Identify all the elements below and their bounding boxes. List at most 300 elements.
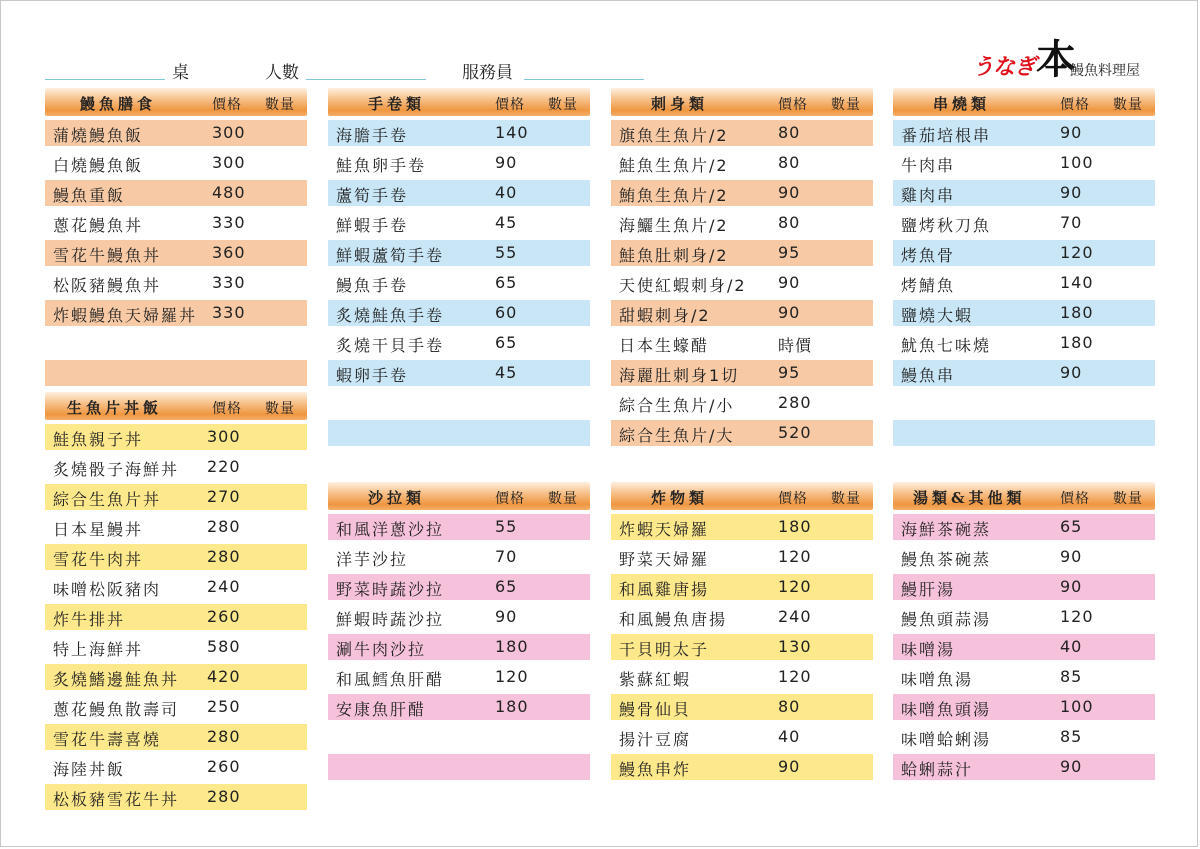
quantity-cell[interactable] [826, 724, 871, 750]
menu-item-row[interactable] [611, 390, 873, 416]
menu-item-row[interactable] [328, 240, 590, 266]
price-column-header: 價格 [212, 401, 242, 417]
menu-item-row[interactable] [611, 634, 873, 660]
quantity-cell[interactable] [260, 150, 305, 176]
quantity-cell[interactable] [1108, 544, 1153, 570]
menu-item-row[interactable] [45, 300, 307, 326]
menu-item-name: 炙燒骰子海鮮丼 [53, 460, 180, 479]
quantity-cell[interactable] [260, 754, 305, 780]
menu-item-row[interactable] [611, 240, 873, 266]
menu-item-price: 90 [778, 303, 801, 322]
section-title: 串燒類 [933, 95, 991, 113]
menu-item-row[interactable] [328, 694, 590, 720]
menu-item-price: 480 [212, 183, 246, 202]
section-salad [328, 482, 590, 810]
menu-item-name: 炸蝦天婦羅 [619, 520, 710, 539]
menu-item-price: 時價 [778, 336, 813, 355]
quantity-cell[interactable] [543, 420, 588, 446]
quantity-cell[interactable] [543, 240, 588, 266]
menu-item-row[interactable] [45, 150, 307, 176]
menu-item-price: 130 [778, 637, 812, 656]
menu-item-row[interactable] [328, 544, 590, 570]
quantity-cell[interactable] [260, 544, 305, 570]
menu-item-row[interactable] [328, 270, 590, 296]
menu-item-name: 味噌魚湯 [901, 670, 974, 689]
menu-item-row[interactable] [611, 270, 873, 296]
menu-item-row[interactable] [611, 210, 873, 236]
menu-item-price: 100 [1060, 697, 1094, 716]
menu-item-name: 和風鱈魚肝醋 [336, 670, 445, 689]
menu-item-row[interactable] [611, 120, 873, 146]
quantity-column-header: 數量 [548, 491, 578, 507]
menu-item-row[interactable] [893, 694, 1155, 720]
menu-item-row[interactable] [45, 514, 307, 540]
section-header [893, 88, 1155, 116]
menu-item-row[interactable] [893, 664, 1155, 690]
menu-item-row[interactable] [45, 180, 307, 206]
section-header [328, 482, 590, 510]
menu-item-name: 鮭魚卵手卷 [336, 156, 427, 175]
menu-item-row[interactable] [611, 180, 873, 206]
menu-item-name: 鹽烤秋刀魚 [901, 216, 992, 235]
price-column-header: 價格 [1060, 491, 1090, 507]
menu-item-row[interactable] [611, 664, 873, 690]
menu-item-price: 180 [778, 517, 812, 536]
quantity-cell[interactable] [260, 180, 305, 206]
menu-item-name: 雞肉串 [901, 186, 956, 205]
quantity-cell[interactable] [1108, 784, 1153, 810]
menu-item-row[interactable] [45, 120, 307, 146]
menu-item-name: 白燒鰻魚飯 [53, 156, 144, 175]
menu-item-row[interactable] [328, 664, 590, 690]
quantity-cell[interactable] [260, 484, 305, 510]
quantity-cell[interactable] [260, 120, 305, 146]
menu-item-row[interactable] [611, 724, 873, 750]
menu-item-price: 120 [1060, 607, 1094, 626]
menu-item-price: 40 [778, 727, 801, 746]
menu-item-price: 250 [207, 697, 241, 716]
menu-item-row[interactable] [328, 210, 590, 236]
menu-item-price: 85 [1060, 727, 1083, 746]
quantity-cell[interactable] [260, 424, 305, 450]
menu-item-row[interactable] [328, 634, 590, 660]
quantity-column-header: 數量 [548, 97, 578, 113]
quantity-column-header: 數量 [265, 401, 295, 417]
menu-item-name: 鮭魚親子丼 [53, 430, 144, 449]
menu-item-price: 90 [778, 273, 801, 292]
menu-item-name: 鮮蝦蘆筍手卷 [336, 246, 445, 265]
menu-item-name: 干貝明太子 [619, 640, 710, 659]
menu-item-name: 天使紅蝦刺身/2 [619, 276, 747, 295]
menu-item-row[interactable] [611, 574, 873, 600]
menu-item-price: 330 [212, 303, 246, 322]
menu-item-row[interactable] [45, 484, 307, 510]
menu-item-row[interactable] [328, 360, 590, 386]
quantity-cell[interactable] [543, 784, 588, 810]
quantity-cell[interactable] [1108, 360, 1153, 386]
menu-item-price: 140 [1060, 273, 1094, 292]
menu-item-row[interactable] [893, 240, 1155, 266]
quantity-cell[interactable] [260, 664, 305, 690]
quantity-cell[interactable] [543, 664, 588, 690]
menu-item-price: 55 [495, 243, 518, 262]
menu-item-row[interactable] [45, 724, 307, 750]
quantity-cell[interactable] [260, 784, 305, 810]
menu-item-price: 300 [212, 123, 246, 142]
menu-item-row[interactable] [893, 754, 1155, 780]
menu-item-row[interactable] [45, 574, 307, 600]
people-label: 人數 [265, 63, 299, 83]
menu-item-row[interactable] [45, 784, 307, 810]
menu-item-row[interactable] [893, 180, 1155, 206]
quantity-cell[interactable] [543, 330, 588, 356]
menu-item-price: 90 [1060, 183, 1083, 202]
menu-item-price: 70 [1060, 213, 1083, 232]
menu-item-row[interactable] [611, 514, 873, 540]
quantity-cell[interactable] [543, 360, 588, 386]
menu-item-row[interactable] [893, 420, 1155, 446]
menu-item-row[interactable] [328, 390, 590, 416]
menu-item-price: 240 [778, 607, 812, 626]
menu-item-price: 55 [495, 517, 518, 536]
menu-item-row[interactable] [611, 330, 873, 356]
menu-item-row[interactable] [893, 390, 1155, 416]
menu-item-name: 鮭魚肚刺身/2 [619, 246, 729, 265]
menu-item-price: 180 [1060, 333, 1094, 352]
menu-item-name: 野菜天婦羅 [619, 550, 710, 569]
quantity-cell[interactable] [543, 300, 588, 326]
quantity-cell[interactable] [1108, 664, 1153, 690]
quantity-column-header: 數量 [1113, 491, 1143, 507]
quantity-cell[interactable] [1108, 240, 1153, 266]
quantity-cell[interactable] [826, 180, 871, 206]
quantity-cell[interactable] [826, 300, 871, 326]
section-title: 刺身類 [651, 95, 709, 113]
quantity-cell[interactable] [826, 150, 871, 176]
menu-item-row[interactable] [328, 784, 590, 810]
menu-item-row[interactable] [611, 544, 873, 570]
menu-item-name: 蔥花鰻魚丼 [53, 216, 144, 235]
menu-item-row[interactable] [893, 604, 1155, 630]
menu-item-row[interactable] [45, 604, 307, 630]
menu-item-row[interactable] [328, 574, 590, 600]
quantity-cell[interactable] [826, 270, 871, 296]
menu-item-row[interactable] [611, 420, 873, 446]
quantity-cell[interactable] [543, 120, 588, 146]
menu-item-row[interactable] [611, 754, 873, 780]
menu-item-row[interactable] [328, 300, 590, 326]
quantity-cell[interactable] [260, 694, 305, 720]
logo-kanji: 本 [1036, 36, 1076, 83]
quantity-cell[interactable] [543, 694, 588, 720]
section-header [611, 88, 873, 116]
menu-item-name: 紫蘇紅蝦 [619, 670, 692, 689]
quantity-cell[interactable] [543, 180, 588, 206]
menu-item-row[interactable] [893, 634, 1155, 660]
menu-item-row[interactable] [45, 544, 307, 570]
menu-item-row[interactable] [45, 360, 307, 386]
quantity-cell[interactable] [826, 360, 871, 386]
menu-item-row[interactable] [611, 604, 873, 630]
section-title: 生魚片丼飯 [67, 399, 163, 417]
menu-item-price: 90 [1060, 757, 1083, 776]
menu-item-name: 蛤蜊蒜汁 [901, 760, 974, 779]
menu-item-row[interactable] [611, 694, 873, 720]
quantity-cell[interactable] [1108, 210, 1153, 236]
menu-item-name: 鮪魚生魚片/2 [619, 186, 729, 205]
menu-item-row[interactable] [45, 330, 307, 356]
menu-item-price: 120 [778, 547, 812, 566]
menu-item-row[interactable] [893, 514, 1155, 540]
quantity-cell[interactable] [1108, 330, 1153, 356]
menu-item-row[interactable] [611, 150, 873, 176]
menu-item-name: 海陸丼飯 [53, 760, 126, 779]
menu-item-price: 95 [778, 363, 801, 382]
menu-item-row[interactable] [893, 544, 1155, 570]
quantity-cell[interactable] [543, 634, 588, 660]
quantity-cell[interactable] [826, 514, 871, 540]
menu-item-price: 140 [495, 123, 529, 142]
quantity-cell[interactable] [260, 360, 305, 386]
menu-item-row[interactable] [328, 724, 590, 750]
menu-item-name: 和風鰻魚唐揚 [619, 610, 728, 629]
menu-item-name: 炙燒干貝手卷 [336, 336, 445, 355]
menu-item-price: 280 [207, 547, 241, 566]
quantity-cell[interactable] [260, 604, 305, 630]
menu-item-row[interactable] [893, 330, 1155, 356]
menu-item-name: 洋芋沙拉 [336, 550, 409, 569]
menu-item-name: 鰻魚手卷 [336, 276, 409, 295]
menu-item-row[interactable] [893, 724, 1155, 750]
quantity-cell[interactable] [260, 270, 305, 296]
quantity-cell[interactable] [1108, 694, 1153, 720]
menu-item-row[interactable] [328, 180, 590, 206]
quantity-cell[interactable] [1108, 180, 1153, 206]
quantity-cell[interactable] [826, 420, 871, 446]
menu-item-price: 90 [495, 607, 518, 626]
quantity-cell[interactable] [826, 604, 871, 630]
quantity-cell[interactable] [260, 300, 305, 326]
menu-item-row[interactable] [893, 784, 1155, 810]
menu-item-row[interactable] [611, 784, 873, 810]
menu-item-price: 270 [207, 487, 241, 506]
quantity-cell[interactable] [826, 574, 871, 600]
quantity-cell[interactable] [543, 514, 588, 540]
menu-item-price: 280 [778, 393, 812, 412]
quantity-column-header: 數量 [1113, 97, 1143, 113]
menu-item-price: 330 [212, 273, 246, 292]
quantity-cell[interactable] [1108, 150, 1153, 176]
section-header [45, 88, 307, 116]
menu-item-row[interactable] [611, 300, 873, 326]
menu-item-row[interactable] [893, 150, 1155, 176]
quantity-cell[interactable] [1108, 270, 1153, 296]
menu-item-row[interactable] [893, 120, 1155, 146]
menu-item-row[interactable] [328, 330, 590, 356]
quantity-cell[interactable] [543, 754, 588, 780]
menu-item-row[interactable] [45, 634, 307, 660]
menu-item-row[interactable] [328, 514, 590, 540]
menu-item-row[interactable] [328, 420, 590, 446]
section-soup [893, 482, 1155, 810]
quantity-cell[interactable] [260, 634, 305, 660]
menu-item-name: 日本星鰻丼 [53, 520, 144, 539]
quantity-cell[interactable] [1108, 514, 1153, 540]
quantity-cell[interactable] [1108, 300, 1153, 326]
quantity-cell[interactable] [260, 574, 305, 600]
menu-item-row[interactable] [893, 574, 1155, 600]
menu-item-price: 90 [1060, 363, 1083, 382]
menu-item-name: 蘆筍手卷 [336, 186, 409, 205]
menu-item-row[interactable] [45, 210, 307, 236]
quantity-cell[interactable] [543, 604, 588, 630]
menu-item-row[interactable] [328, 150, 590, 176]
menu-item-row[interactable] [45, 270, 307, 296]
quantity-cell[interactable] [826, 330, 871, 356]
quantity-cell[interactable] [826, 544, 871, 570]
menu-item-name: 牛肉串 [901, 156, 956, 175]
menu-item-name: 安康魚肝醋 [336, 700, 427, 719]
menu-item-price: 90 [495, 153, 518, 172]
menu-item-price: 80 [778, 213, 801, 232]
section-header [611, 482, 873, 510]
people-field[interactable] [306, 79, 426, 80]
menu-item-name: 炸蝦鰻魚天婦羅丼 [53, 306, 198, 325]
quantity-cell[interactable] [260, 514, 305, 540]
table-field[interactable] [45, 79, 165, 80]
section-unagi [45, 88, 307, 386]
quantity-cell[interactable] [826, 754, 871, 780]
menu-item-price: 280 [207, 517, 241, 536]
menu-item-price: 80 [778, 153, 801, 172]
quantity-cell[interactable] [1108, 634, 1153, 660]
server-field[interactable] [524, 79, 644, 80]
quantity-cell[interactable] [1108, 724, 1153, 750]
quantity-cell[interactable] [260, 330, 305, 356]
menu-item-name: 味噌蛤蜊湯 [901, 730, 992, 749]
menu-item-name: 綜合生魚片/大 [619, 426, 735, 445]
menu-item-price: 85 [1060, 667, 1083, 686]
menu-item-name: 涮牛肉沙拉 [336, 640, 427, 659]
quantity-cell[interactable] [543, 574, 588, 600]
quantity-cell[interactable] [1108, 420, 1153, 446]
quantity-cell[interactable] [1108, 390, 1153, 416]
menu-item-name: 揚汁豆腐 [619, 730, 692, 749]
quantity-cell[interactable] [543, 390, 588, 416]
quantity-cell[interactable] [826, 784, 871, 810]
quantity-cell[interactable] [1108, 574, 1153, 600]
menu-item-name: 蒲燒鰻魚飯 [53, 126, 144, 145]
menu-item-name: 番茄培根串 [901, 126, 992, 145]
quantity-cell[interactable] [826, 390, 871, 416]
menu-item-row[interactable] [328, 754, 590, 780]
menu-item-row[interactable] [45, 754, 307, 780]
menu-item-price: 65 [495, 273, 518, 292]
menu-item-name: 旗魚生魚片/2 [619, 126, 729, 145]
quantity-cell[interactable] [826, 210, 871, 236]
menu-item-name: 海麗肚刺身1切 [619, 366, 740, 385]
menu-item-name: 雪花牛鰻魚丼 [53, 246, 162, 265]
menu-item-name: 野菜時蔬沙拉 [336, 580, 445, 599]
menu-item-name: 鰻魚茶碗蒸 [901, 550, 992, 569]
quantity-cell[interactable] [543, 270, 588, 296]
price-column-header: 價格 [778, 97, 808, 113]
menu-item-row[interactable] [611, 360, 873, 386]
quantity-cell[interactable] [826, 120, 871, 146]
quantity-cell[interactable] [260, 240, 305, 266]
menu-item-row[interactable] [893, 300, 1155, 326]
menu-item-name: 松板豬雪花牛丼 [53, 790, 180, 809]
quantity-cell[interactable] [826, 664, 871, 690]
menu-item-price: 70 [495, 547, 518, 566]
menu-item-name: 綜合生魚片/小 [619, 396, 735, 415]
menu-item-price: 90 [1060, 123, 1083, 142]
quantity-cell[interactable] [826, 240, 871, 266]
menu-item-name: 味噌松阪豬肉 [53, 580, 162, 599]
quantity-cell[interactable] [1108, 604, 1153, 630]
menu-item-name: 雪花牛壽喜燒 [53, 730, 162, 749]
menu-item-row[interactable] [45, 454, 307, 480]
menu-item-row[interactable] [45, 424, 307, 450]
menu-item-price: 90 [1060, 577, 1083, 596]
menu-item-row[interactable] [893, 210, 1155, 236]
menu-item-row[interactable] [328, 604, 590, 630]
section-title: 鰻魚膳食 [80, 95, 157, 113]
menu-item-name: 烤鯖魚 [901, 276, 956, 295]
menu-item-price: 180 [495, 637, 529, 656]
menu-item-price: 180 [1060, 303, 1094, 322]
quantity-cell[interactable] [1108, 754, 1153, 780]
price-column-header: 價格 [212, 97, 242, 113]
quantity-cell[interactable] [1108, 120, 1153, 146]
menu-item-price: 80 [778, 697, 801, 716]
section-skewer [893, 88, 1155, 446]
menu-item-price: 45 [495, 213, 518, 232]
section-handroll [328, 88, 590, 446]
menu-item-price: 180 [495, 697, 529, 716]
quantity-cell[interactable] [826, 694, 871, 720]
menu-item-price: 120 [495, 667, 529, 686]
quantity-cell[interactable] [543, 150, 588, 176]
quantity-cell[interactable] [543, 544, 588, 570]
menu-item-name: 炙燒鮭魚手卷 [336, 306, 445, 325]
menu-item-name: 鰻肝湯 [901, 580, 956, 599]
quantity-cell[interactable] [543, 210, 588, 236]
order-info-line [0, 58, 700, 82]
quantity-cell[interactable] [543, 724, 588, 750]
menu-item-row[interactable] [893, 270, 1155, 296]
menu-item-name: 味噌湯 [901, 640, 956, 659]
quantity-cell[interactable] [826, 634, 871, 660]
menu-item-row[interactable] [328, 120, 590, 146]
menu-item-name: 海鱺生魚片/2 [619, 216, 729, 235]
menu-item-price: 65 [495, 577, 518, 596]
quantity-cell[interactable] [260, 454, 305, 480]
menu-item-price: 45 [495, 363, 518, 382]
menu-item-row[interactable] [45, 240, 307, 266]
menu-item-name: 蔥花鰻魚散壽司 [53, 700, 180, 719]
menu-item-price: 580 [207, 637, 241, 656]
quantity-cell[interactable] [260, 724, 305, 750]
menu-item-price: 80 [778, 123, 801, 142]
price-column-header: 價格 [495, 491, 525, 507]
menu-item-price: 95 [778, 243, 801, 262]
quantity-cell[interactable] [260, 210, 305, 236]
menu-item-price: 90 [778, 757, 801, 776]
menu-item-row[interactable] [45, 694, 307, 720]
menu-item-row[interactable] [45, 664, 307, 690]
menu-item-row[interactable] [893, 360, 1155, 386]
